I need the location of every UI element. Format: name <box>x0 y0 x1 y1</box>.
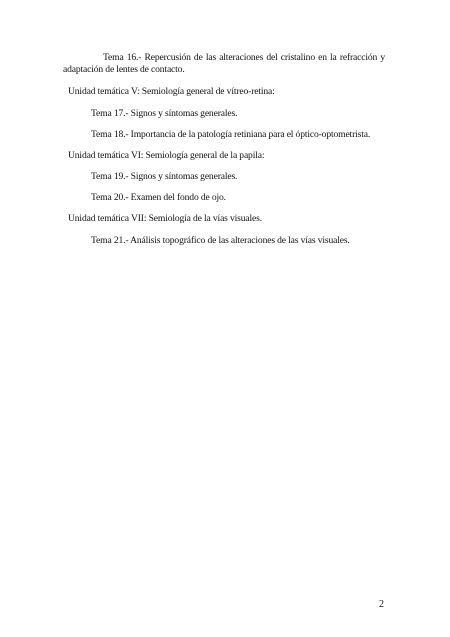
unit-vi-heading: Unidad temática VI: Semiología general de la papila: <box>68 150 265 161</box>
page-number: 2 <box>379 599 384 610</box>
topic-19-line: Tema 19.- Signos y síntomas generales. <box>91 171 238 182</box>
topic-16-paragraph: Tema 16.- Repercusión de las alteraciones del cristalino en la refracción y adaptación de lentes de contacto. <box>63 52 385 75</box>
topic-18-line: Tema 18.- Importancia de la patología retiniana para el óptico-optometrista. <box>91 129 371 140</box>
unit-v-heading: Unidad temática V: Semiología general de vítreo-retina: <box>68 86 275 97</box>
unit-vii-heading: Unidad temática VII: Semiología de la vías visuales. <box>68 213 262 224</box>
topic-21-line: Tema 21.- Análisis topográfico de las alteraciones de las vías visuales. <box>91 235 350 246</box>
topic-20-line: Tema 20.- Examen del fondo de ojo. <box>91 192 226 203</box>
topic-17-line: Tema 17.- Signos y síntomas generales. <box>91 108 238 119</box>
